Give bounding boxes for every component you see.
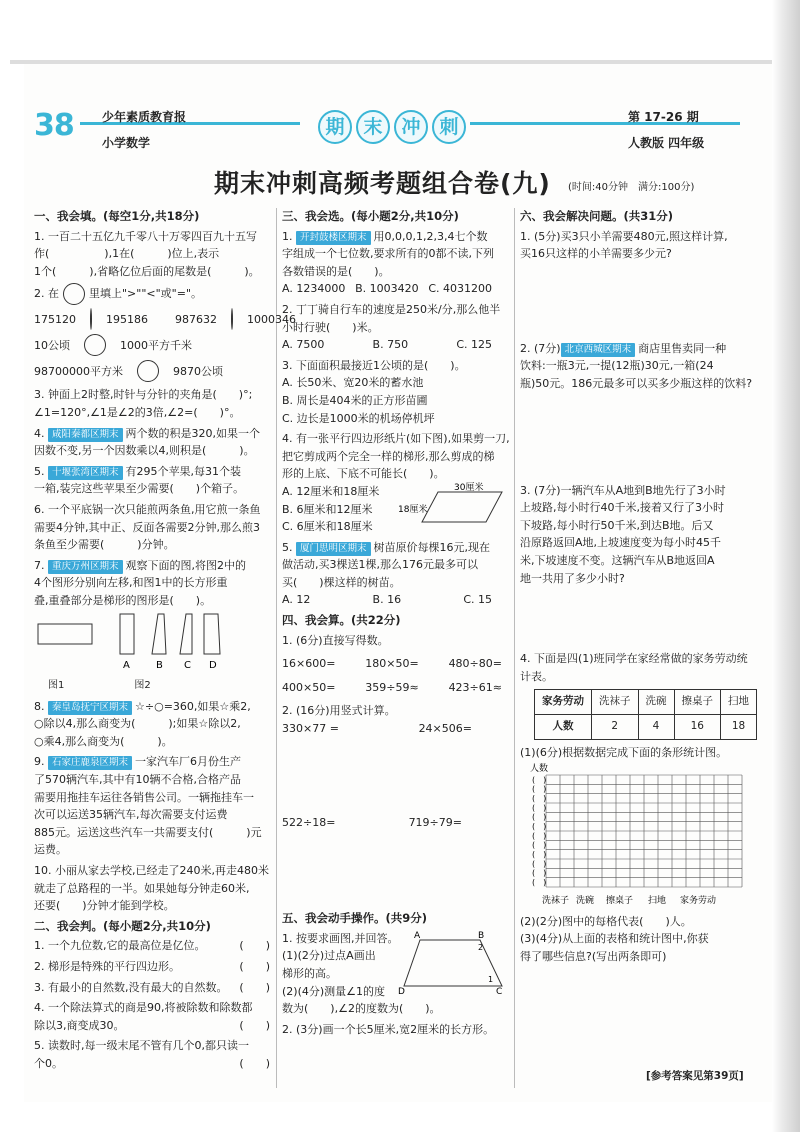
column-divider [276, 208, 277, 1088]
trapezoid-figure [398, 930, 508, 994]
top-edge [10, 60, 780, 64]
banner-char: 末 [356, 110, 390, 144]
judge-2: 2. 梯形是特殊的平行四边形。 ( ) [34, 960, 270, 973]
judge-5: 5. 读数时,每一级末尾不管有几个0,都只读一 个0。 ( ) [34, 1039, 270, 1070]
svg-text:B: B [478, 930, 485, 941]
source-tag: 重庆万州区期末 [48, 560, 123, 574]
label-c: C [184, 659, 191, 671]
banner-char: 期 [318, 110, 352, 144]
problem-1: 1. (5分)买3只小羊需要480元,照这样计算, 买16只这样的小羊需要多少元? [520, 229, 728, 261]
subject-label: 小学数学 [102, 136, 151, 150]
choice-5: 5. 厦门思明区期末 树苗原价每棵16元,现在 做活动,买3棵送1棵,那么176元最多可以 买( )棵这样的树苗。 A. 12 B. 16 C. 15 [282, 540, 492, 607]
svg-text:C: C [496, 986, 503, 994]
answer-reference: [参考答案见第39页] [646, 1070, 744, 1082]
y-axis-blank: ( ) [532, 868, 547, 878]
y-axis-blank: ( ) [532, 784, 547, 794]
label-b: B [156, 659, 163, 671]
parallelogram-figure [398, 482, 508, 532]
svg-text:30厘米: 30厘米 [454, 483, 484, 494]
source-tag: 开封鼓楼区期末 [296, 231, 371, 245]
svg-text:2: 2 [478, 942, 484, 952]
compare-circle[interactable] [63, 283, 85, 305]
column-right [520, 208, 760, 968]
page-title: 期末冲刺高频考题组合卷(九) [214, 169, 551, 198]
chores-table: 家务劳动 洗袜子 洗碗 擦桌子 扫地 人数 2 4 16 18 [534, 689, 757, 739]
column-left [34, 208, 296, 1076]
question-7: 7. 重庆万州区期末 观察下面的图,将图2中的 4个图形分别向左移,和图1中的长方形重 叠,重叠部分是梯形的图形是( )。 A B C D 图1 图2 [34, 558, 247, 692]
label-d: D [209, 659, 217, 671]
y-axis-blank: ( ) [532, 822, 547, 832]
column-middle [282, 208, 512, 1041]
question-5: 5. 十堰张湾区期末 有295个苹果,每31个装 一箱,装完这些苹果至少需要( )个箱子。 [34, 464, 245, 496]
question-10: 10. 小丽从家去学校,已经走了240米,再走480米 就走了总路程的一半。如果她每分钟走60米, 还要( )分钟才能到学校。 [34, 864, 269, 913]
section-fill: 一、我会填。(每空1分,共18分) [34, 209, 200, 223]
question-8: 8. 秦皇岛抚宁区期末 ☆÷○=360,如果☆乘2, ○除以4,那么商变为( );如果☆除以2, ○乘4,那么商变为( )。 [34, 699, 251, 748]
svg-text:擦桌子: 擦桌子 [606, 896, 634, 907]
operate-1: 1. 按要求画图,并回答。 (1)(2分)过点A画出 梯形的高。 (2)(4分)测量∠1的度 数为( ),∠2的度数为( )。 A B C D 1 2 [282, 930, 512, 1018]
question-2: 2. 在 里填上">""<"或"="。 175120 195186 987632 1000346 10公顷 1000平方千米 98700000平方米 9870公顷 [34, 283, 270, 382]
svg-text:D: D [398, 986, 405, 994]
label-a: A [123, 659, 130, 671]
svg-text:洗碗: 洗碗 [576, 896, 595, 907]
compare-circle[interactable] [90, 308, 92, 330]
section-solve: 六、我会解决问题。(共31分) [520, 209, 674, 223]
choice-4: 4. 有一张平行四边形纸片(如下图),如果剪一刀, 把它剪成两个完全一样的梯形,那么剪成的梯 形的上底、下底不可能长( )。 A. 12厘米和18厘米 B. 6厘米和12厘米 C. 6厘米和18厘米 30厘米 18厘米 [282, 432, 510, 534]
y-axis-blank: ( ) [532, 840, 547, 850]
issue-number: 38 [34, 108, 74, 143]
question-6: 6. 一个平底锅一次只能煎两条鱼,用它煎一条鱼 需要4分钟,其中正、反面各需要2分钟,那么煎3 条鱼至少需要( )分钟。 [34, 502, 261, 552]
time-score-note: (时间:40分钟 满分:100分) [568, 182, 695, 193]
question-1: 1. 一百二十五亿九千零八十万零四百九十五写 作( ),1在( )位上,表示 1个( ),省略亿位后面的尾数是( )。 [34, 229, 260, 278]
calc-2: 2. (16分)用竖式计算。 330×77 = 24×506= 522÷18= 719÷79= [282, 704, 472, 829]
header-rule-right [470, 122, 740, 125]
source-tag: 秦皇岛抚宁区期末 [48, 701, 132, 715]
calc-1: 1. (6分)直接写得数。 16×600= 180×50= 480÷80= 400×50= 359÷59≈ 423÷61≈ [282, 633, 502, 694]
question-9: 9. 石家庄鹿泉区期末 一家汽车厂6月份生产 了570辆汽车,其中有10辆不合格,合格产品 需要用拖挂车运往各销售公司。一辆拖挂车一 次可以运送35辆汽车,每次需要支付运费 885元。运送这些汽车一共需要支付( )元运费。 [34, 755, 262, 857]
choice-1: 1. 开封鼓楼区期末 用0,0,0,1,2,3,4七个数 字组成一个七位数,要求所有的0都不读,下列 各数错误的是( )。 A. 1234000 B. 1003420 C. 4031200 [282, 229, 494, 296]
banner-char: 刺 [432, 110, 466, 144]
svg-text:人数: 人数 [530, 764, 549, 775]
section-calc: 四、我会算。(共22分) [282, 613, 401, 628]
rectangle-shape [38, 624, 92, 644]
section-judge: 二、我会判。(每小题2分,共10分) [34, 918, 211, 933]
source-tag: 咸阳秦都区期末 [48, 428, 123, 442]
svg-text:扫地: 扫地 [648, 896, 667, 907]
shapes-figure [34, 610, 234, 676]
y-axis-blank: ( ) [532, 859, 547, 869]
y-axis-blank: ( ) [532, 794, 547, 804]
y-axis-blank: ( ) [532, 850, 547, 860]
section-choose: 三、我会选。(每小题2分,共10分) [282, 209, 459, 223]
source-tag: 北京西城区期末 [561, 343, 636, 357]
grid-lines [532, 775, 742, 887]
svg-text:A: A [414, 930, 421, 941]
shape-b [152, 614, 166, 654]
bar-chart-grid [520, 761, 752, 907]
compare-circle[interactable] [84, 334, 106, 356]
y-axis-blank: ( ) [532, 803, 547, 813]
judge-1: 1. 一个九位数,它的最高位是亿位。 ( ) [34, 939, 270, 953]
shape-a [120, 614, 134, 654]
compare-circle[interactable] [231, 308, 233, 330]
column-divider [514, 208, 515, 1088]
y-axis-blank: ( ) [532, 812, 547, 822]
svg-text:洗袜子: 洗袜子 [542, 896, 570, 907]
choice-2: 2. 丁丁骑自行车的速度是250米/分,那么他半 小时行驶( )米。 A. 7500 B. 750 C. 125 [282, 302, 501, 352]
svg-text:1: 1 [488, 974, 494, 984]
banner-logo [318, 110, 466, 144]
compare-circle[interactable] [137, 360, 159, 382]
banner-char: 冲 [394, 110, 428, 144]
svg-text:家务劳动: 家务劳动 [680, 896, 717, 907]
problem-2: 2. (7分) 北京西城区期末 商店里售卖同一种 饮料:一瓶3元,一提(12瓶)30元,一箱(24 瓶)50元。186元最多可以买多少瓶这样的饮料? [520, 341, 753, 390]
operate-2: 2. (3分)画一个长5厘米,宽2厘米的长方形。 [282, 1022, 495, 1036]
source-tag: 厦门思明区期末 [296, 542, 371, 556]
source-tag: 十堰张湾区期末 [48, 466, 123, 480]
newspaper-name: 少年素质教育报 [102, 110, 187, 124]
section-operate: 五、我会动手操作。(共9分) [282, 911, 428, 926]
shape-c [180, 614, 192, 654]
shape-d [204, 614, 220, 654]
y-axis-blank: ( ) [532, 775, 547, 785]
problem-3: 3. (7分)一辆汽车从A地到B地先行了3小时 上坡路,每小时行40千米,接着又行了3小时 下坡路,每小时行50千米,到达B地。后又 沿原路返回A地,上坡速度变为每小时45千 米,下坡速度不变。这辆汽车从B地返回A 地一共用了多少小时? [520, 483, 726, 585]
judge-4: 4. 一个除法算式的商是90,将被除数和除数都 除以3,商变成30。 ( ) [34, 1001, 270, 1032]
page-edge-shadow [772, 0, 800, 1132]
edition-label: 人教版 四年级 [628, 136, 705, 150]
source-tag: 石家庄鹿泉区期末 [48, 756, 132, 770]
judge-3: 3. 有最小的自然数,没有最大的自然数。 ( ) [34, 980, 270, 994]
y-axis-blank: ( ) [532, 831, 547, 841]
question-4: 4. 咸阳秦都区期末 两个数的积是320,如果一个 因数不变,另一个因数乘以4,则积是( )。 [34, 426, 261, 458]
choice-3: 3. 下面面积最接近1公顷的是( )。 A. 长50米、宽20米的蓄水池 B. 周长是404米的正方形苗圃 C. 边长是1000米的机场停机坪 [282, 358, 466, 425]
y-axis-blank: ( ) [532, 878, 547, 888]
issue-range: 第 17-26 期 [628, 110, 699, 124]
problem-4: 4. 下面是四(1)班同学在家经常做的家务劳动统 计表。 家务劳动 洗袜子 洗碗 擦桌子 扫地 人数 2 4 16 18 (1)(6分)根据数据完成下面的条形统计图。 人数 ( ) ( ) ( ) ( ) ( ) ( ) ( ) ( ) ( ) ( ) ( ) ( ) 洗袜子 洗碗 擦桌子 扫地 家务劳动 (2)(2分)图中的每格代表( )人。 (3)(4分)从上面的表格和统计图中,你获 得了哪些信息?(写出两条即可) [520, 650, 760, 965]
question-3: 3. 钟面上2时整,时针与分针的夹角是( )°; ∠1=120°,∠1是∠2的3倍,∠2=( )°。 [34, 388, 253, 419]
svg-text:18厘米: 18厘米 [398, 505, 428, 516]
